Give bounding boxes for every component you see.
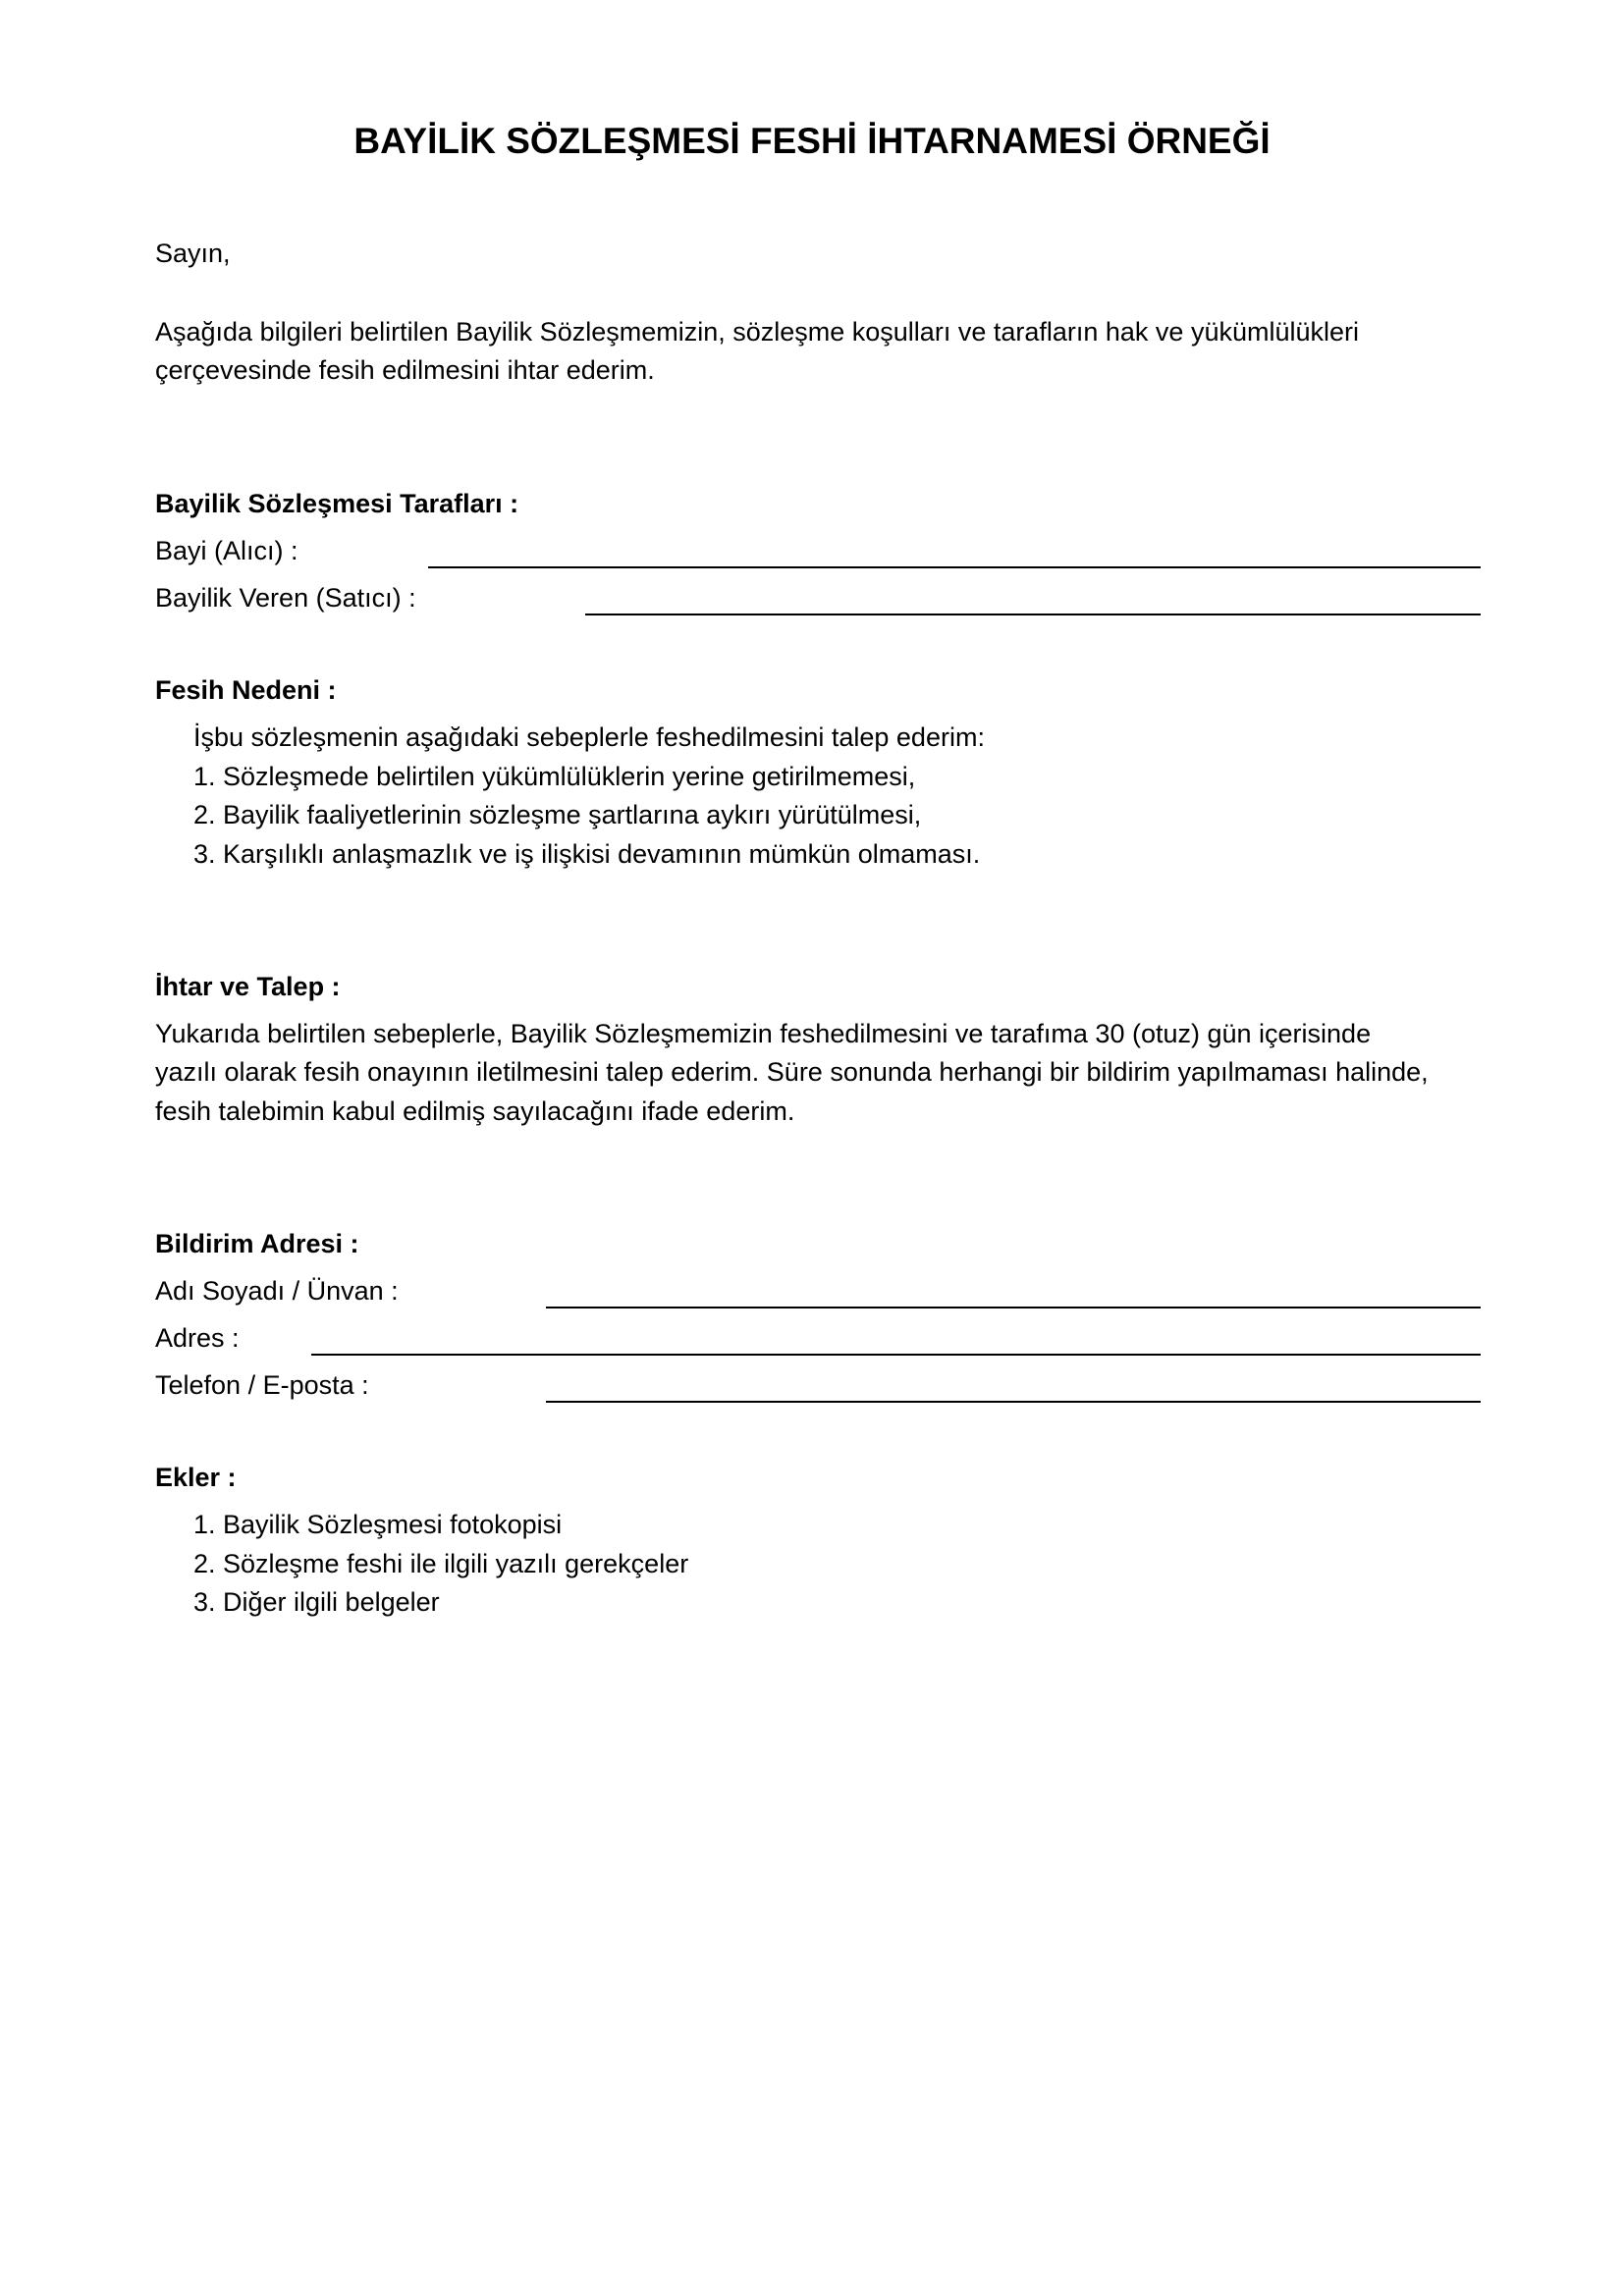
intro-line: Aşağıda bilgileri belirtilen Bayilik Sözleşmemizin, sözleşme koşulları ve tarafların hak ve yükümlülükleri (155, 317, 1359, 347)
address-label: Adres : (155, 1323, 240, 1353)
reason-item: 3. Karşılıklı anlaşmazlık ve iş ilişkisi devamının mümkün olmaması. (193, 839, 981, 869)
address-heading: Bildirim Adresi : (155, 1229, 359, 1258)
parties-heading: Bayilik Sözleşmesi Tarafları : (155, 489, 519, 518)
reason-item: 2. Bayilik faaliyetlerinin sözleşme şartlarına aykırı yürütülmesi, (193, 800, 922, 829)
reason-heading: Fesih Nedeni : (155, 675, 337, 705)
attachment-item: 1. Bayilik Sözleşmesi fotokopisi (193, 1510, 563, 1539)
reason-lead: İşbu sözleşmenin aşağıdaki sebeplerle feshedilmesini talep ederim: (193, 722, 985, 752)
grantor-blank-line[interactable] (585, 614, 1481, 615)
demand-heading: İhtar ve Talep : (155, 972, 341, 1001)
intro-line: çerçevesinde fesih edilmesini ihtar ederim. (155, 355, 655, 385)
address-blank-line[interactable] (311, 1354, 1481, 1356)
document-title: BAYİLİK SÖZLEŞMESİ FESHİ İHTARNAMESİ ÖRNEĞİ (353, 121, 1271, 161)
attachment-item: 3. Diğer ilgili belgeler (193, 1587, 440, 1617)
name-blank-line[interactable] (546, 1307, 1481, 1308)
dealer-label: Bayi (Alıcı) : (155, 536, 298, 565)
contact-blank-line[interactable] (546, 1401, 1481, 1403)
demand-line: Yukarıda belirtilen sebeplerle, Bayilik Sözleşmemizin feshedilmesini ve tarafıma 30 (otuz) gün içerisinde (155, 1019, 1372, 1048)
demand-line: yazılı olarak fesih onayının iletilmesini talep ederim. Süre sonunda herhangi bir bildirim yapılmaması halinde, (155, 1057, 1429, 1087)
dealer-blank-line[interactable] (428, 566, 1481, 568)
attachment-item: 2. Sözleşme feshi ile ilgili yazılı gerekçeler (193, 1549, 689, 1578)
reason-item: 1. Sözleşmede belirtilen yükümlülüklerin yerine getirilmemesi, (193, 762, 916, 791)
demand-line: fesih talebimin kabul edilmiş sayılacağını ifade ederim. (155, 1096, 795, 1126)
attachments-heading: Ekler : (155, 1463, 237, 1492)
salutation: Sayın, (155, 239, 231, 268)
name-label: Adı Soyadı / Ünvan : (155, 1276, 399, 1306)
grantor-label: Bayilik Veren (Satıcı) : (155, 583, 416, 613)
contact-label: Telefon / E-posta : (155, 1370, 369, 1400)
